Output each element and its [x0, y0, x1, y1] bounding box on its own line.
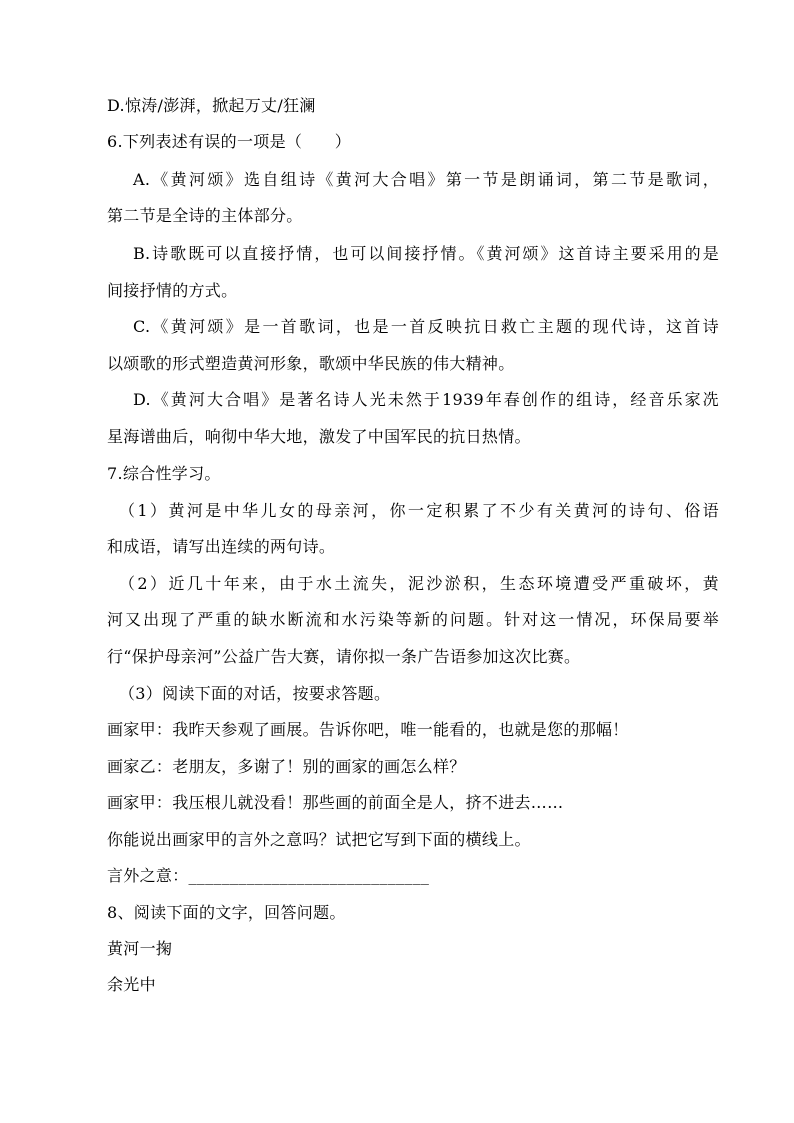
q7-part-2-line-3: 行“保护母亲河”公益广告大赛，请你拟一条广告语参加这次比赛。 — [107, 647, 581, 666]
passage-author: 余光中 — [107, 975, 156, 994]
question-6-stem: 6.下列表述有误的一项是（ ） — [107, 132, 352, 151]
q6-option-b-line-1: B.诗歌既可以直接抒情，也可以间接抒情。《黄河颂》这首诗主要采用的是 — [133, 244, 719, 263]
q6-option-c-line-2: 以颂歌的形式塑造黄河形象，歌颂中华民族的伟大精神。 — [107, 354, 515, 373]
question-8-stem: 8、阅读下面的文字，回答问题。 — [107, 903, 346, 922]
dialogue-painter-b: 画家乙：老朋友，多谢了！别的画家的画怎么样？ — [107, 757, 466, 776]
q6-option-d-line-1: D.《黄河大合唱》是著名诗人光未然于1939年春创作的组诗，经音乐家冼 — [133, 390, 719, 409]
dialogue-painter-a-2: 画家甲：我压根儿就没看！那些画的前面全是人，挤不进去…… — [107, 793, 564, 812]
dialogue-painter-a-1: 画家甲：我昨天参观了画展。告诉你吧，唯一能看的，也就是您的那幅！ — [107, 720, 629, 739]
option-d-word-grouping: D.惊涛/澎湃，掀起万丈/狂澜 — [107, 96, 316, 115]
q6-option-a-line-1: A.《黄河颂》选自组诗《黄河大合唱》第一节是朗诵词，第二节是歌词， — [133, 170, 719, 189]
passage-title: 黄河一掬 — [107, 939, 173, 958]
question-7-stem: 7.综合性学习。 — [107, 464, 221, 483]
q6-option-c-line-1: C.《黄河颂》是一首歌词，也是一首反映抗日救亡主题的现代诗，这首诗 — [133, 317, 719, 336]
q7-part-3-prompt: 你能说出画家甲的言外之意吗？试把它写到下面的横线上。 — [107, 830, 531, 849]
q7-part-1-line-2: 和成语，请写出连续的两句诗。 — [107, 537, 336, 556]
q6-option-a-line-2: 第二节是全诗的主体部分。 — [107, 206, 303, 225]
q7-part-3-stem: （3）阅读下面的对话，按要求答题。 — [119, 684, 391, 703]
implied-meaning-answer-line: 言外之意：_____________________________ — [107, 866, 430, 885]
q6-option-b-line-2: 间接抒情的方式。 — [107, 281, 238, 300]
q7-part-1-line-1: （1）黄河是中华儿女的母亲河，你一定积累了不少有关黄河的诗句、俗语 — [119, 501, 719, 520]
q7-part-2-line-1: （2）近几十年来，由于水土流失，泥沙淤积，生态环境遭受严重破坏，黄 — [119, 574, 719, 593]
q7-part-2-line-2: 河又出现了严重的缺水断流和水污染等新的问题。针对这一情况，环保局要举 — [107, 610, 719, 629]
q6-option-d-line-2: 星海谱曲后，响彻中华大地，激发了中国军民的抗日热情。 — [107, 427, 531, 446]
